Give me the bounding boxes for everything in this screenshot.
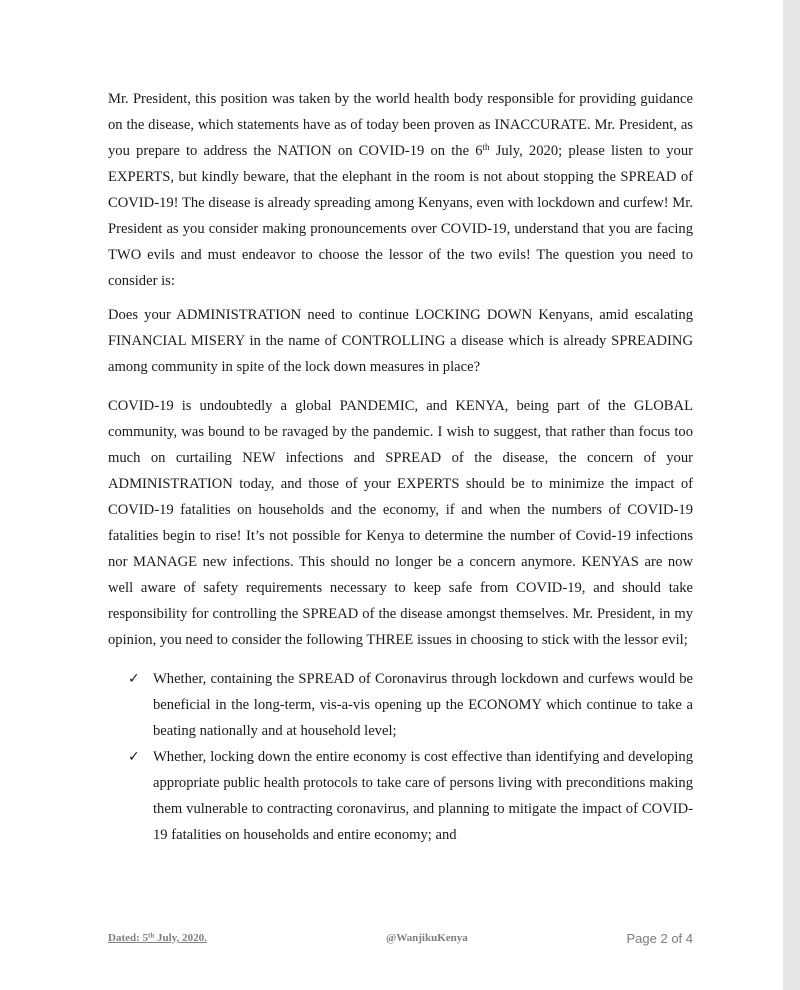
checkmark-icon: ✓ bbox=[128, 671, 140, 687]
footer-date-prefix: Dated: 5 bbox=[108, 932, 149, 944]
checkmark-icon: ✓ bbox=[128, 749, 140, 765]
footer-date-suffix: July, 2020. bbox=[154, 932, 207, 944]
vertical-scrollbar[interactable] bbox=[783, 0, 800, 990]
paragraph-3: COVID-19 is undoubtedly a global PANDEMIC, and KENYA, being part of the GLOBAL community, was bound to be ravaged by the pandemic. I wish to suggest, that rather than focus too much on curtailing NEW infections and SPREAD of the disease, the concern of your ADMINISTRATION today, and those of your EXPERTS should be to minimize the impact of COVID-19 fatalities on households and the economy, if and when the numbers of COVID-19 fatalities begin to rise! It’s not possible for Kenya to determine the number of Covid-19 infections nor MANAGE new infections. This should no longer be a concern anymore. KENYAS are now well aware of safety requirements necessary to keep safe from COVID-19, and should take responsibility for controlling the SPREAD of the disease amongst themselves. Mr. President, in my opinion, you need to consider the following THREE issues in choosing to stick with the lessor evil; bbox=[108, 398, 693, 648]
page-footer bbox=[108, 929, 693, 949]
page-number: Page 2 of 4 bbox=[626, 931, 693, 946]
bullet-list bbox=[108, 666, 693, 848]
footer-handle: @WanjikuKenya bbox=[386, 932, 468, 944]
document-body bbox=[108, 86, 693, 848]
bullet-text: Whether, locking down the entire economy is cost effective than identifying and developing appropriate public health protocols to take care of persons living with preconditions making them vulnerable to contracting coronavirus, and planning to mitigate the impact of COVID-19 fatalities on households and entire economy; and bbox=[153, 749, 693, 843]
footer-date-ordinal: th bbox=[148, 931, 155, 940]
footer-date bbox=[108, 932, 207, 944]
paragraph-1-text-end: July, 2020; please listen to your EXPERTS, but kindly beware, that the elephant in the room is not about stopping the SPREAD of COVID-19! The disease is already spreading among Kenyans, even with lockdown and curfew! Mr. President as you consider making pronouncements over COVID-19, understand that you are facing TWO evils and must endeavor to choose the lessor of the two evils! The question you need to consider is: bbox=[108, 143, 694, 289]
paragraph-1-text-start: Mr. President, this position was taken by the world health body responsible for providing guidance on the disease, which statements have as of today been proven as INACCURATE. Mr. President, as you prepare to address the NATION on COVID-19 on the 6 bbox=[108, 91, 693, 159]
paragraph-1 bbox=[108, 86, 693, 294]
bullet-text: Whether, containing the SPREAD of Coronavirus through lockdown and curfews would be beneficial in the long-term, vis-a-vis opening up the ECONOMY which continue to take a beating nationally and at household level; bbox=[153, 671, 693, 739]
bullet-item bbox=[108, 666, 693, 744]
ordinal-suffix: th bbox=[482, 142, 490, 153]
bullet-item bbox=[108, 744, 693, 848]
paragraph-2: Does your ADMINISTRATION need to continue LOCKING DOWN Kenyans, amid escalating FINANCIAL MISERY in the name of CONTROLLING a disease which is already SPREADING among community in spite of the lock down measures in place? bbox=[108, 307, 693, 375]
